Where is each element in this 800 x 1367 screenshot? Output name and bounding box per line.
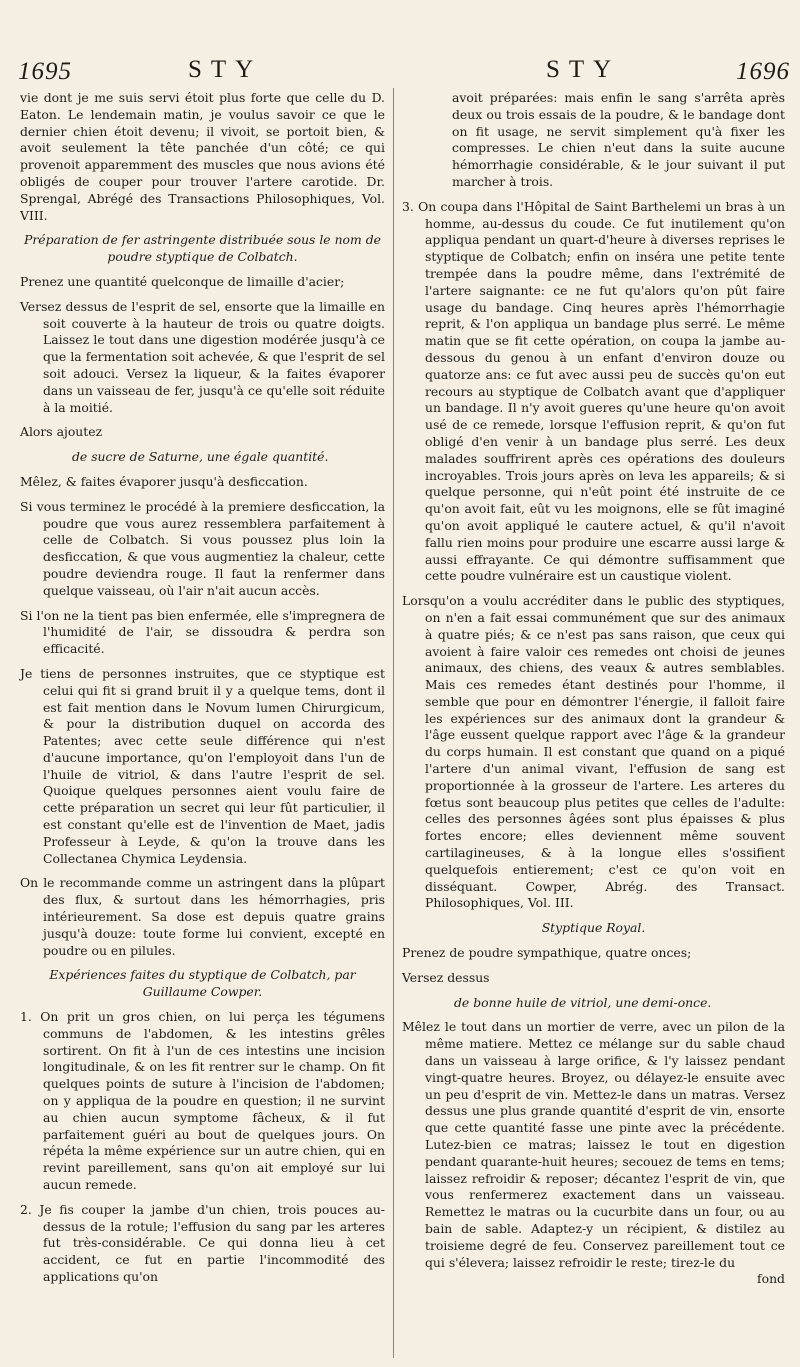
column-divider — [393, 88, 394, 1358]
paragraph: Mêlez, & faites évaporer jusqu'à desficcation. — [20, 473, 308, 489]
left-running-title: STY — [188, 56, 263, 83]
paragraph: 1. On prit un gros chien, on lui perça les tégumens communs de l'abdomen, & les intestins grêles sortirent. On fit à l'un de ces intestins une incision longitudinale, & on les fit rentrer sur le champ. On fit quelques points de suture à l'incision de l'abdomen; on y appliqua de la poudre en question; il ne survint au chien aucun symptome fâcheux, & il fut parfaitement guéri au bout de quelques jours. On répéta la même expérience sur un autre chien, qui en revint pareillement, sans qu'on ait employé sur lui aucun remede. — [20, 1009, 385, 1193]
right-page-number: 1696 — [736, 58, 790, 85]
paragraph: Si l'on ne la tient pas bien enfermée, elle s'impregnera de l'humidité de l'air, se dissoudra & perdra son efficacité. — [20, 607, 385, 657]
paragraph: 2. Je fis couper la jambe d'un chien, trois pouces au-dessus de la rotule; l'effusion du sang par les arteres fut très-considérable. Ce qui donna lieu à cet accident, ce fut en partie l'incommodité des applications qu'on — [20, 1201, 385, 1284]
paragraph: Mêlez le tout dans un mortier de verre, avec un pilon de la même matiere. Mettez ce mélange sur du sable chaud dans un vaisseau à large orifice, & l'y laissez pendant vingt-quatre heures. Broyez, ou délayez-le ensuite avec un peu d'esprit de vin. Mettez-le dans un matras. Versez dessus une plus grande quantité d'esprit de vin, ensorte que cette quantité fasse une pinte avec la précédente. Lutez-bien ce matras; laissez le tout en digestion pendant quarante-huit heures; secouez de tems en tems; laissez refroidir & reposer; décantez l'esprit de vin, que vous renfermerez exactement dans un vaisseau. Remettez le matras ou la cucurbite dans un four, ou au bain de sable. Adaptez-y un récipient, & distilez au troisieme degré de feu. Conservez pareillement tout ce qui s'élevera; laissez refroidir le reste; tirez-le du — [402, 1019, 785, 1270]
left-page-number: 1695 — [18, 58, 72, 85]
paragraph: fond — [757, 1271, 785, 1287]
paragraph: Versez dessus de l'esprit de sel, ensorte que la limaille en soit couverte à la hauteur de trois ou quatre doigts. Laissez le tout dans une digestion modérée jusqu'à ce que la fermentation soit achevée, & que l'esprit de sel soit adouci. Versez la liqueur, & la faites évaporer dans un vaisseau de fer, jusqu'à ce qu'elle soit réduite à la moitié. — [20, 298, 385, 415]
left-column — [20, 90, 385, 1294]
paragraph: Si vous terminez le procédé à la premiere desficcation, la poudre que vous aurez ressemblera parfaitement à celle de Colbatch. Si vous poussez plus loin la desficcation, & que vous augmentiez la chaleur, cette poudre deviendra rouge. Il faut la renfermer dans quelque vaisseau, où l'air n'ait aucun accès. — [20, 498, 385, 598]
paragraph: de bonne huile de vitriol, une demi-once. — [454, 994, 712, 1010]
paragraph: de sucre de Saturne, une égale quantité. — [72, 449, 329, 465]
paragraph: avoit préparées: mais enfin le sang s'arrêta après deux ou trois essais de la poudre, & le bandage dont on fit usage, ne servit simplement qu'à fixer les compresses. Le chien n'eut dans la suite aucune hémorrhagie considérable, & le jour suivant il put marcher à trois. — [452, 90, 785, 189]
paragraph: vie dont je me suis servi étoit plus forte que celle du D. Eaton. Le lendemain matin, je voulus savoir ce que le dernier chien étoit devenu; il vivoit, se portoit bien, & avoit seulement la tête panchée d'un côté; ce qui provenoit apparemment des muscles que nous avions été obligés de couper pour trouver l'artere carotide. Dr. Sprengal, Abrégé des Transactions Philosophiques, Vol. VIII. — [20, 90, 385, 223]
paragraph: Je tiens de personnes instruites, que ce styptique est celui qui fit si grand bruit il y a quelque tems, dont il est fait mention dans le Novum lumen Chirurgicum, & pour la distribution duquel on accorda des Patentes; avec cette seule différence qui n'est d'aucune importance, qu'on l'employoit dans l'un de l'huile de vitriol, & dans l'autre l'esprit de sel. Quoique quelques personnes aient voulu faire de cette préparation un secret qui leur fût particulier, il est constant qu'elle est de l'invention de Maet, jadis Professeur à Leyde, & qu'on la trouve dans les Collectanea Chymica Leydensia. — [20, 665, 385, 866]
paragraph: Prenez de poudre sympathique, quatre onces; — [402, 945, 692, 961]
paragraph: Prenez une quantité quelconque de limaille d'acier; — [20, 273, 345, 289]
paragraph: Alors ajoutez — [20, 424, 103, 440]
section-heading: Expériences faites du styptique de Colbatch, par Guillaume Cowper. — [49, 967, 356, 1000]
section-heading: Préparation de fer astringente distribuée sous le nom de poudre styptique de Colbatch. — [24, 232, 381, 265]
right-running-title: STY — [546, 56, 621, 83]
paragraph: Lorsqu'on a voulu accréditer dans le public des styptiques, on n'en a fait essai communément que sur des animaux à quatre piés; & ce n'est pas sans raison, que ceux qui avoient à faire valoir ces remedes ont choisi de jeunes animaux, des chiens, des veaux & autres semblables. Mais ces remedes étant destinés pour l'homme, il semble que pour en démontrer l'énergie, il falloit faire les expériences sur des animaux dont la grandeur & l'âge eussent quelque rapport avec l'âge & la grandeur du corps humain. Il est constant que quand on a piqué l'artere d'un animal vivant, l'effusion de sang est proportionnée à la grosseur de l'artere. Les arteres du fœtus sont beaucoup plus petites que celles de l'adulte: celles des personnes âgées sont plus épaisses & plus fortes encore; elles deviennent même souvent cartilagineuses, & à la longue elles s'ossifient quelquefois entierement; c'est ce qu'on voit en disséquant. Cowper, Abrég. des Transact. Philosophiques, Vol. III. — [402, 593, 785, 911]
section-heading: Styptique Royal. — [541, 920, 646, 936]
right-column — [402, 90, 785, 1296]
paragraph: 3. On coupa dans l'Hôpital de Saint Barthelemi un bras à un homme, au-dessus du coude. Ce fut inutilement qu'on appliqua pendant un quart-d'heure à diverses reprises le styptique de Colbatch; enfin on inséra une petite tente trempée dans la poudre même, dans l'extrémité de l'artere saignante: ce ne fut qu'alors qu'on pût faire usage du bandage. Cinq heures après l'hémorrhagie reprit, & l'on appliqua un bandage plus serré. Le même matin que se fit cette opération, on coupa la jambe au-dessous du genou à un enfant d'environ douze ou quatorze ans: ce fut avec aussi peu de succès qu'on eut recours au styptique de Colbatch avant que d'appliquer un bandage. Il n'y avoit gueres qu'une heure qu'on avoit usé de ce remede, lorsque l'effusion reprit, & qu'on fut obligé d'en venir à un bandage plus serré. Les deux malades souffrirent après ces opérations des douleurs incroyables. Trois jours après on leva les appareils; & si quelque personne, qui n'eût point été instruite de ce qu'on avoit fait, eût vu les moignons, elle se fût imaginé qu'on avoit appliqué le cautere actuel, & qu'il n'avoit fallu rien moins pour produire une escarre aussi large & aussi effrayante. Ce qui démontre suffisamment que cette poudre vulnéraire est un caustique violent. — [402, 198, 785, 584]
paragraph: Versez dessus — [402, 969, 490, 985]
paragraph: On le recommande comme un astringent dans la plûpart des flux, & surtout dans les hémorrhagies, pris intérieurement. Sa dose est depuis quatre grains jusqu'à douze: toute forme lui convient, excepté en poudre ou en pilules. — [20, 875, 385, 958]
running-head — [18, 56, 790, 92]
